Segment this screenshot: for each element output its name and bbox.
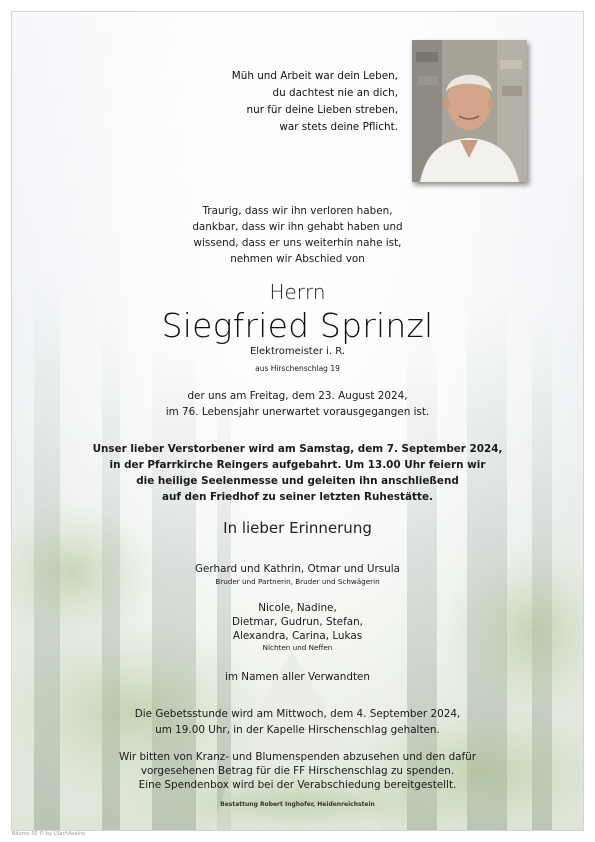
intro-line: nehmen wir Abschied von <box>230 253 365 265</box>
family-line: Dietmar, Gudrun, Stefan, <box>232 616 363 628</box>
deceased-name: Siegfried Sprinzl <box>161 306 434 345</box>
family-line: Nicole, Nadine, <box>258 602 337 614</box>
death-line: im 76. Lebensjahr unerwartet vorausgegangen ist. <box>165 406 430 418</box>
prayer-line: um 19.00 Uhr, in der Kapelle Hirschenschlag gehalten. <box>155 724 440 736</box>
poem-line: du dachtest nie an dich, <box>272 87 398 99</box>
poem-line: nur für deine Lieben streben, <box>246 104 398 116</box>
undertaker: Bestattung Robert Inghofer, Heidenreichstein <box>220 801 375 808</box>
family-siblings: Gerhard und Kathrin, Otmar und Ursula <box>194 563 401 575</box>
intro-line: dankbar, dass wir ihn gehabt haben und <box>192 221 403 233</box>
family-nieces-nephews-relation: Nichten und Neffen <box>262 643 333 652</box>
portrait-photo <box>412 40 527 182</box>
intro-line: Traurig, dass wir ihn verloren haben, <box>202 205 393 217</box>
donation-line: Eine Spendenbox wird bei der Verabschiedung bereitgestellt. <box>138 779 457 791</box>
donation-notice <box>12 750 583 792</box>
funeral-line: die heilige Seelenmesse und geleiten ihn anschließend <box>136 475 459 487</box>
donation-line: Wir bitten von Kranz- und Blumenspenden abzusehen und den dafür <box>118 751 477 763</box>
family-line: Alexandra, Carina, Lukas <box>232 630 363 642</box>
family-siblings-relation: Bruder und Partnerin, Bruder und Schwägerin <box>215 577 380 586</box>
death-notice <box>12 388 583 420</box>
all-relatives: im Namen aller Verwandten <box>224 671 371 683</box>
image-credit: Bäume 50 © by LSachAvalno <box>12 831 86 837</box>
memory-heading: In lieber Erinnerung <box>223 519 372 537</box>
funeral-line: in der Pfarrkirche Reingers aufgebahrt. Um 13.00 Uhr feiern wir <box>109 459 486 471</box>
salutation: Herrn <box>269 280 326 304</box>
portrait-illustration <box>412 40 527 182</box>
funeral-line: auf den Friedhof zu seiner letzten Ruhestätte. <box>162 491 433 503</box>
intro-text <box>12 203 583 267</box>
deceased-origin: aus Hirschenschlag 19 <box>255 364 340 373</box>
death-line: der uns am Freitag, dem 23. August 2024, <box>187 390 408 402</box>
prayer-line: Die Gebetsstunde wird am Mittwoch, dem 4. September 2024, <box>134 708 461 720</box>
deceased-title: Elektromeister i. R. <box>249 346 346 357</box>
prayer-notice <box>12 706 583 738</box>
donation-line: vorgesehenen Betrag für die FF Hirschenschlag zu spenden. <box>140 765 455 777</box>
poem <box>162 68 398 136</box>
funeral-line: Unser lieber Verstorbener wird am Samstag, dem 7. September 2024, <box>92 443 503 455</box>
obituary-card <box>11 11 584 831</box>
poem-line: Müh und Arbeit war dein Leben, <box>231 70 398 82</box>
intro-line: wissend, dass er uns weiterhin nahe ist, <box>193 237 402 249</box>
poem-line: war stets deine Pflicht. <box>279 121 398 133</box>
funeral-notice <box>12 441 583 505</box>
family-nieces-nephews <box>12 601 583 643</box>
